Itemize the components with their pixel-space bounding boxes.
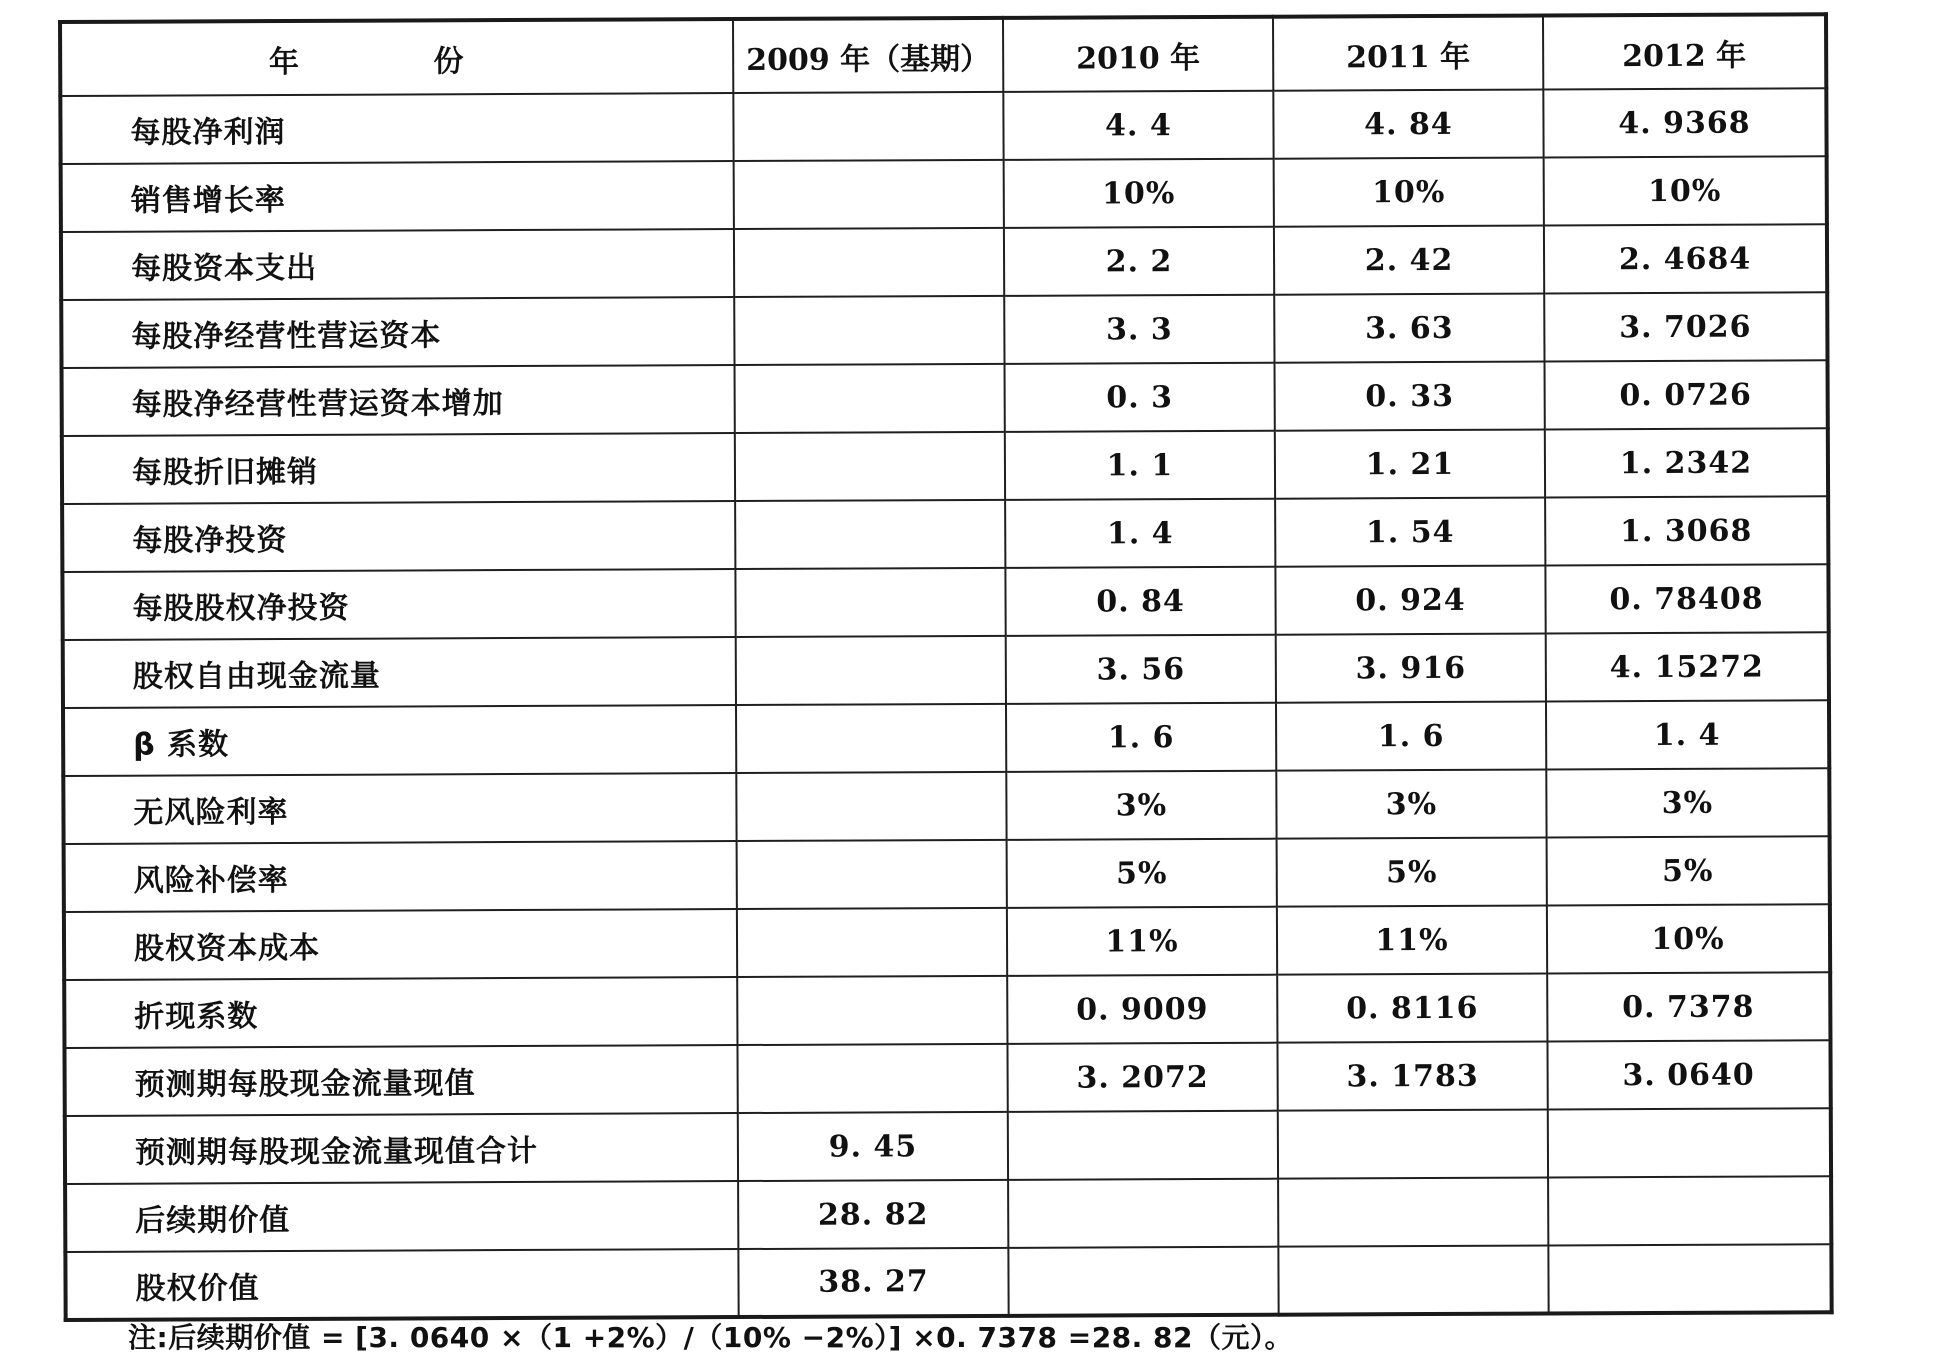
row-label: 每股净经营性营运资本 — [61, 297, 734, 368]
table-cell: 10% — [1544, 156, 1827, 225]
table-cell — [733, 92, 1003, 161]
table-cell: 1. 2342 — [1545, 428, 1828, 497]
table-cell — [1278, 1110, 1548, 1179]
table-row — [64, 1040, 1830, 1116]
row-label: 后续期价值 — [65, 1181, 738, 1252]
table-cell — [735, 568, 1005, 637]
table-row — [63, 768, 1829, 844]
table-cell — [735, 432, 1005, 501]
row-label: 股权资本成本 — [64, 909, 737, 980]
table-cell: 0. 9009 — [1007, 975, 1277, 1044]
table-cell: 0. 0726 — [1545, 360, 1828, 429]
header-2011: 2011 年 — [1273, 16, 1543, 91]
table-row — [62, 496, 1828, 572]
table-cell: 3. 2072 — [1007, 1043, 1277, 1112]
table-cell — [1548, 1108, 1831, 1177]
header-year-label: 年 份 — [60, 19, 733, 96]
table-cell — [736, 636, 1006, 705]
table-container — [58, 12, 1830, 1318]
table-cell — [1008, 1247, 1278, 1316]
table-cell: 2. 4684 — [1544, 224, 1827, 293]
table-cell: 3. 1783 — [1277, 1042, 1547, 1111]
row-label: 折现系数 — [64, 977, 737, 1048]
table-row — [64, 836, 1830, 912]
table-row — [65, 1176, 1831, 1252]
header-row — [60, 14, 1826, 96]
table-cell — [735, 500, 1005, 569]
table-cell: 10% — [1274, 158, 1544, 227]
row-label: 每股净投资 — [62, 501, 735, 572]
table-row — [64, 904, 1830, 980]
table-cell: 3. 56 — [1006, 635, 1276, 704]
table-cell: 0. 78408 — [1545, 564, 1828, 633]
table-row — [62, 428, 1828, 504]
row-label: 股权自由现金流量 — [63, 637, 736, 708]
table-cell: 9. 45 — [738, 1112, 1008, 1181]
table-row — [63, 700, 1829, 776]
row-label: 预测期每股现金流量现值 — [64, 1045, 737, 1116]
table-row — [63, 632, 1829, 708]
table-cell: 4. 15272 — [1546, 632, 1829, 701]
table-cell: 4. 4 — [1003, 91, 1273, 160]
table-cell: 3% — [1546, 768, 1829, 837]
table-cell: 2. 2 — [1004, 227, 1274, 296]
header-2009: 2009 年（基期） — [733, 18, 1003, 93]
table-row — [60, 88, 1826, 164]
table-cell: 3. 7026 — [1544, 292, 1827, 361]
header-2010: 2010 年 — [1003, 17, 1273, 92]
table-cell — [734, 296, 1004, 365]
table-cell — [737, 1044, 1007, 1113]
valuation-table — [58, 12, 1834, 1322]
table-cell: 5% — [1547, 836, 1830, 905]
table-cell — [1278, 1246, 1548, 1315]
table-cell — [1008, 1111, 1278, 1180]
table-row — [65, 1244, 1831, 1320]
table-cell: 1. 54 — [1275, 498, 1545, 567]
table-cell: 3. 916 — [1276, 634, 1546, 703]
table-row — [65, 1108, 1831, 1184]
table-cell — [737, 908, 1007, 977]
table-cell: 3. 63 — [1274, 294, 1544, 363]
row-label: β 系数 — [63, 705, 736, 776]
row-label: 风险补偿率 — [64, 841, 737, 912]
table-row — [62, 564, 1828, 640]
table-cell: 10% — [1004, 159, 1274, 228]
table-cell: 0. 8116 — [1277, 974, 1547, 1043]
table-cell: 0. 7378 — [1547, 972, 1830, 1041]
table-cell — [735, 364, 1005, 433]
table-cell — [1278, 1178, 1548, 1247]
table-cell: 28. 82 — [738, 1180, 1008, 1249]
table-cell — [1008, 1179, 1278, 1248]
table-row — [61, 292, 1827, 368]
table-cell: 3% — [1276, 770, 1546, 839]
table-cell: 11% — [1277, 906, 1547, 975]
table-cell: 1. 21 — [1275, 430, 1545, 499]
table-cell: 0. 3 — [1005, 363, 1275, 432]
row-label: 销售增长率 — [61, 161, 734, 232]
table-cell: 1. 1 — [1005, 431, 1275, 500]
table-cell — [1548, 1176, 1831, 1245]
table-cell: 3. 0640 — [1547, 1040, 1830, 1109]
table-cell — [734, 160, 1004, 229]
table-cell: 5% — [1007, 839, 1277, 908]
table-cell — [736, 704, 1006, 773]
row-label: 无风险利率 — [63, 773, 736, 844]
table-body — [60, 88, 1831, 1320]
table-row — [61, 156, 1827, 232]
table-row — [64, 972, 1830, 1048]
table-cell: 4. 84 — [1273, 90, 1543, 159]
row-label: 预测期每股现金流量现值合计 — [65, 1113, 738, 1184]
table-cell: 0. 84 — [1005, 567, 1275, 636]
table-cell: 4. 9368 — [1543, 88, 1826, 157]
table-cell: 1. 4 — [1005, 499, 1275, 568]
table-cell: 3. 3 — [1004, 295, 1274, 364]
table-cell: 1. 6 — [1276, 702, 1546, 771]
table-cell: 10% — [1547, 904, 1830, 973]
table-cell — [736, 772, 1006, 841]
table-cell — [1548, 1244, 1831, 1313]
table-cell: 5% — [1277, 838, 1547, 907]
row-label: 每股资本支出 — [61, 229, 734, 300]
table-cell — [734, 228, 1004, 297]
header-2012: 2012 年 — [1543, 14, 1826, 89]
footnote: 注:后续期价值 = [3. 0640 ×（1 +2%）/（10% −2%）] ×0. 7378 =28. 82（元）。 — [128, 1321, 1294, 1354]
table-row — [62, 360, 1828, 436]
table-cell — [737, 840, 1007, 909]
row-label: 每股净利润 — [60, 93, 733, 164]
table-cell: 1. 3068 — [1545, 496, 1828, 565]
table-cell: 1. 4 — [1546, 700, 1829, 769]
row-label: 每股折旧摊销 — [62, 433, 735, 504]
row-label: 每股股权净投资 — [62, 569, 735, 640]
table-cell: 3% — [1006, 771, 1276, 840]
table-cell: 0. 924 — [1275, 566, 1545, 635]
table-cell: 1. 6 — [1006, 703, 1276, 772]
table-cell: 38. 27 — [738, 1248, 1008, 1317]
table-cell: 11% — [1007, 907, 1277, 976]
table-cell — [737, 976, 1007, 1045]
table-row — [61, 224, 1827, 300]
table-cell: 2. 42 — [1274, 226, 1544, 295]
row-label: 每股净经营性营运资本增加 — [62, 365, 735, 436]
row-label: 股权价值 — [65, 1249, 738, 1320]
table-cell: 0. 33 — [1275, 362, 1545, 431]
